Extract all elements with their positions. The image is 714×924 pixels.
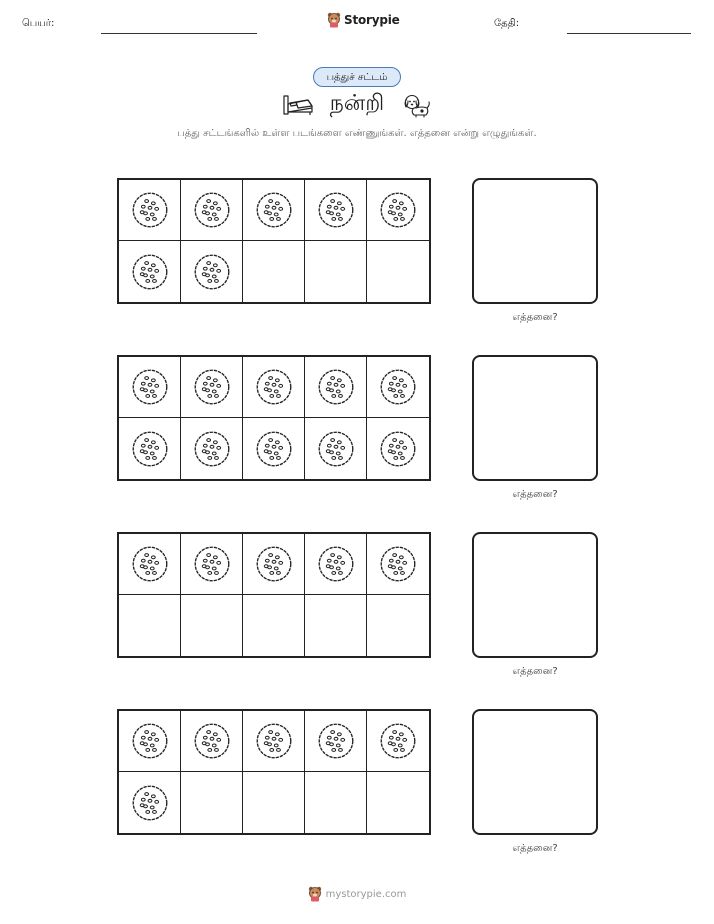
frame-cell: [181, 595, 243, 656]
cookie-icon: [255, 722, 293, 760]
answer-label-3: எத்தனை?: [512, 666, 558, 677]
cookie-icon: [131, 722, 169, 760]
frame-cell: [305, 357, 367, 418]
frame-cell: [181, 534, 243, 595]
brand-logo: [327, 12, 400, 28]
footer-url: mystorypie.com: [325, 888, 407, 900]
name-label: பெயர்:: [22, 18, 55, 29]
frame-cell: [305, 711, 367, 772]
frame-cell: [119, 772, 181, 833]
frame-cell: [181, 357, 243, 418]
cookie-icon: [379, 368, 417, 406]
frame-cell: [243, 711, 305, 772]
frame-cell: [243, 772, 305, 833]
frame-cell: [367, 180, 429, 241]
ten-frame-1: [117, 178, 431, 304]
date-line[interactable]: [567, 33, 691, 34]
answer-label-4: எத்தனை?: [512, 843, 558, 854]
cookie-icon: [131, 368, 169, 406]
name-line[interactable]: [101, 33, 257, 34]
answer-label-2: எத்தனை?: [512, 489, 558, 500]
frame-cell: [119, 241, 181, 302]
date-label: தேதி:: [494, 18, 520, 29]
answer-box-4[interactable]: [472, 709, 598, 835]
answer-box-3[interactable]: [472, 532, 598, 658]
cookie-icon: [131, 191, 169, 229]
cookie-icon: [317, 368, 355, 406]
frame-cell: [119, 418, 181, 479]
frame-cell: [305, 772, 367, 833]
cookie-icon: [317, 722, 355, 760]
cookie-icon: [131, 253, 169, 291]
answer-box-1[interactable]: [472, 178, 598, 304]
cookie-icon: [193, 722, 231, 760]
frame-cell: [119, 357, 181, 418]
frame-cell: [305, 534, 367, 595]
cookie-icon: [193, 545, 231, 583]
cookie-icon: [317, 191, 355, 229]
answer-label-1: எத்தனை?: [512, 312, 558, 323]
cookie-icon: [193, 191, 231, 229]
dog-icon: [402, 92, 432, 118]
cookie-icon: [193, 368, 231, 406]
frame-cell: [243, 534, 305, 595]
cookie-icon: [255, 430, 293, 468]
frame-cell: [367, 534, 429, 595]
cookie-icon: [193, 430, 231, 468]
cookie-icon: [131, 545, 169, 583]
frame-cell: [181, 180, 243, 241]
frame-cell: [119, 595, 181, 656]
bed-icon: [282, 92, 314, 116]
footer: [0, 886, 714, 902]
frame-cell: [119, 180, 181, 241]
frame-cell: [367, 418, 429, 479]
frame-cell: [243, 418, 305, 479]
frame-cell: [243, 595, 305, 656]
instructions: பத்து சட்டங்களில் உள்ள படங்களை எண்ணுங்கள். எத்தனை என்று எழுதுங்கள்.: [177, 128, 537, 139]
ten-frame-3: [117, 532, 431, 658]
cookie-icon: [379, 191, 417, 229]
frame-cell: [305, 418, 367, 479]
frame-cell: [243, 180, 305, 241]
cookie-icon: [255, 368, 293, 406]
frame-cell: [367, 241, 429, 302]
ten-frame-2: [117, 355, 431, 481]
frame-cell: [119, 534, 181, 595]
cookie-icon: [317, 430, 355, 468]
frame-cell: [243, 241, 305, 302]
frame-cell: [181, 241, 243, 302]
frame-cell: [305, 180, 367, 241]
cookie-icon: [379, 722, 417, 760]
cookie-icon: [255, 545, 293, 583]
frame-cell: [119, 711, 181, 772]
cookie-icon: [131, 430, 169, 468]
cookie-icon: [193, 253, 231, 291]
frame-cell: [305, 241, 367, 302]
cookie-icon: [379, 545, 417, 583]
worksheet-type-pill: பத்துச் சட்டம்: [313, 67, 401, 87]
frame-cell: [367, 711, 429, 772]
bear-logo-icon: [327, 12, 341, 28]
frame-cell: [305, 595, 367, 656]
frame-cell: [243, 357, 305, 418]
cookie-icon: [317, 545, 355, 583]
cookie-icon: [379, 430, 417, 468]
cookie-icon: [131, 784, 169, 822]
frame-cell: [367, 357, 429, 418]
frame-cell: [367, 772, 429, 833]
title-word: நன்றி: [329, 91, 385, 116]
ten-frame-4: [117, 709, 431, 835]
frame-cell: [181, 711, 243, 772]
cookie-icon: [255, 191, 293, 229]
brand-name: Storypie: [344, 13, 400, 27]
frame-cell: [181, 418, 243, 479]
frame-cell: [367, 595, 429, 656]
frame-cell: [181, 772, 243, 833]
bear-logo-icon: [308, 886, 322, 902]
answer-box-2[interactable]: [472, 355, 598, 481]
